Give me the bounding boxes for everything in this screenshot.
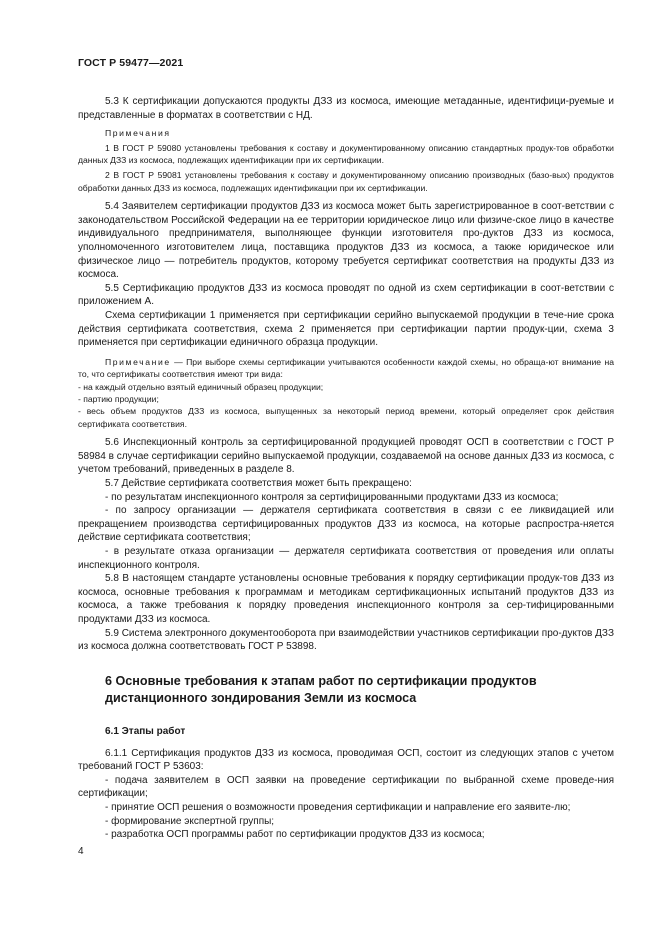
list-item: - подача заявителем в ОСП заявки на проведение сертификации по выбранной схеме проведе-ния сертификации; [78,774,614,800]
list-item: - в результате отказа организации — держателя сертификата соответствия от проведения или оплаты инспекционного контроля. [78,545,614,571]
note-3-label: Примечание [105,356,171,367]
list-item: - разработка ОСП программы работ по сертификации продуктов ДЗЗ из космоса; [105,829,485,841]
paragraph-5-3: 5.3 К сертификации допускаются продукты ДЗЗ из космоса, имеющие метаданные, идентифици-руемые и представленные в форматах в соответствии с НД. [78,96,614,121]
list-item: - формирование экспертной группы; [105,815,275,827]
page-number: 4 [78,846,84,857]
note-1: 1 В ГОСТ Р 59080 установлены требования к составу и документированному описанию стандартных продук-тов обработки данных ДЗЗ из космоса, подлежащих идентификации при их сертификации. [78,142,614,165]
list-item: - по запросу организации — держателя сертификата соответствия в связи с ее ликвидацией или прекращением производства сертифицированных продуктов ДЗЗ из космоса, на которые распростра-няется действие сертификата соответствия; [78,505,614,544]
note-3-item: - весь объем продуктов ДЗЗ из космоса, выпущенных за некоторый период времени, который определяет срок действия сертификата соответствия. [78,406,614,429]
note-3-item: - на каждый отдельно взятый единичный образец продукции; [78,381,324,392]
paragraph-5-6: 5.6 Инспекционный контроль за сертифицированной продукцией проводят ОСП в соответствии с ГОСТ Р 58984 в случае сертификации серийно выпускаемой продукции, создаваемой на основе данных ДЗЗ из космоса, с учетом требований, приведенных в разделе 8. [78,437,614,476]
list-item: - по результатам инспекционного контроля за сертифицированными продуктами ДЗЗ из космоса; [105,491,559,503]
section-6-title: 6 Основные требования к этапам работ по сертификации продуктов дистанционного зондирования Земли из космоса [105,673,537,705]
paragraph-5-9: 5.9 Система электронного документооборота при взаимодействии участников сертификации про-дуктов ДЗЗ из космоса должна соответствовать ГОСТ Р 53898. [78,627,614,653]
subsection-6-1-title: 6.1 Этапы работ [105,725,186,737]
document-header: ГОСТ Р 59477—2021 [78,57,184,69]
note-3 [78,356,614,381]
paragraph-5-5: 5.5 Сертификацию продуктов ДЗЗ из космоса проводят по одной из схем сертификации в соот-ветствии с приложением А. [78,282,614,308]
note-3-item: - партию продукции; [78,393,159,404]
paragraph-6-1-1: 6.1.1 Сертификация продуктов ДЗЗ из космоса, проводимая ОСП, состоит из следующих этапов с учетом требований ГОСТ Р 53603: [78,747,614,773]
document-body [78,95,614,842]
paragraph-5-8: 5.8 В настоящем стандарте установлены основные требования к порядку сертификации продук-тов ДЗЗ из космоса, основные требования к программам и методикам сертификационных испытаний продуктов ДЗЗ из космоса, а также требования к порядку проведения инспекционного контроля за сер-тифицированными продуктами ДЗЗ из космоса. [78,573,614,625]
notes-heading: Примечания [105,128,171,139]
paragraph-5-7: 5.7 Действие сертификата соответствия может быть прекращено: [105,477,412,489]
paragraph-5-4: 5.4 Заявителем сертификации продуктов ДЗЗ из космоса может быть зарегистрированное в соот-ветствии с законодательством Российской Федерации на ее территории юридическое лицо или физиче-ское лицо в качестве индивидуального предпринимателя, выполняющее функции изготовителя про-дуктов ДЗЗ из космоса, уполномоченного изготовителем лица, поставщика продуктов ДЗЗ из космоса, а также юридическое или физическое лицо — потребитель продуктов, которому требуется сертификат соответствия на продукты ДЗЗ из космоса. [78,201,614,281]
paragraph-5-5-schemes: Схема сертификации 1 применяется при сертификации серийно выпускаемой продукции в тече-ние срока действия сертификата соответствия, схема 2 применяется при сертификации партии продук-ции, схема 3 применяется при сертификации единичного образца продукции. [78,309,614,349]
note-3-text: — При выборе схемы сертификации учитываются особенности каждой схемы, но обраща-ют внимание на то, что сертификаты соответствия имеют три вида: [78,356,614,380]
note-2: 2 В ГОСТ Р 59081 установлены требования к составу и документированному описанию производных (базо-вых) продуктов обработки данных ДЗЗ из космоса, подлежащих идентификации при их сертификации. [78,170,614,193]
list-item: - принятие ОСП решения о возможности проведения сертификации и направление его заявите-лю; [105,802,571,814]
